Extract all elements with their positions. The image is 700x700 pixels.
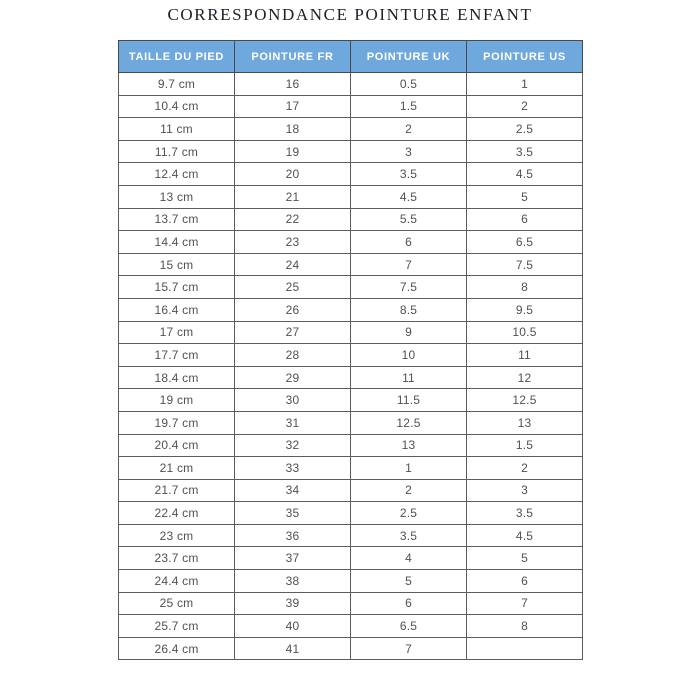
table-cell: 21.7 cm (119, 479, 235, 502)
table-cell: 6 (351, 231, 467, 254)
table-cell: 4.5 (351, 185, 467, 208)
table-cell: 5.5 (351, 208, 467, 231)
table-cell: 13.7 cm (119, 208, 235, 231)
table-cell: 7.5 (467, 253, 583, 276)
table-cell: 11.5 (351, 389, 467, 412)
table-cell: 24 (235, 253, 351, 276)
table-cell: 4.5 (467, 163, 583, 186)
table-cell: 36 (235, 524, 351, 547)
table-cell: 25 (235, 276, 351, 299)
table-cell: 38 (235, 570, 351, 593)
table-cell: 3.5 (467, 502, 583, 525)
table-row (119, 457, 583, 480)
table-cell: 6.5 (351, 615, 467, 638)
table-cell: 17 (235, 95, 351, 118)
table-row (119, 73, 583, 96)
table-row (119, 615, 583, 638)
column-header: POINTURE FR (235, 41, 351, 73)
table-cell: 30 (235, 389, 351, 412)
table-cell: 31 (235, 411, 351, 434)
table-cell: 4 (351, 547, 467, 570)
table-cell: 8.5 (351, 298, 467, 321)
table-cell: 16 (235, 73, 351, 96)
table-cell: 13 (351, 434, 467, 457)
table-cell: 17.7 cm (119, 344, 235, 367)
table-cell: 8 (467, 615, 583, 638)
table-cell: 7 (351, 253, 467, 276)
table-cell: 33 (235, 457, 351, 480)
table-row (119, 321, 583, 344)
table-cell: 20 (235, 163, 351, 186)
table-cell: 10.5 (467, 321, 583, 344)
table-cell: 18.4 cm (119, 366, 235, 389)
table-row (119, 231, 583, 254)
table-row (119, 298, 583, 321)
table-cell: 14.4 cm (119, 231, 235, 254)
table-cell: 12.4 cm (119, 163, 235, 186)
table-cell: 2 (351, 479, 467, 502)
table-cell: 26 (235, 298, 351, 321)
table-row (119, 434, 583, 457)
table-cell: 11.7 cm (119, 140, 235, 163)
column-header: TAILLE DU PIED (119, 41, 235, 73)
table-cell: 15 cm (119, 253, 235, 276)
table-row (119, 253, 583, 276)
table-head (119, 41, 583, 73)
table-cell: 9 (351, 321, 467, 344)
table-cell: 29 (235, 366, 351, 389)
size-correspondence-table (118, 40, 583, 660)
table-cell: 1 (351, 457, 467, 480)
table-cell: 20.4 cm (119, 434, 235, 457)
table-cell: 5 (467, 547, 583, 570)
page-title: CORRESPONDANCE POINTURE ENFANT (167, 5, 533, 24)
table-cell: 7 (467, 592, 583, 615)
table-cell: 24.4 cm (119, 570, 235, 593)
table-row (119, 547, 583, 570)
table-row (119, 95, 583, 118)
table-cell: 23 (235, 231, 351, 254)
table-row (119, 344, 583, 367)
table-cell: 22 (235, 208, 351, 231)
table-cell: 4.5 (467, 524, 583, 547)
table-row (119, 208, 583, 231)
table-cell: 40 (235, 615, 351, 638)
table-cell: 2.5 (351, 502, 467, 525)
table-cell: 11 (467, 344, 583, 367)
table-header-row (119, 41, 583, 73)
table-cell: 19.7 cm (119, 411, 235, 434)
table-cell: 39 (235, 592, 351, 615)
table-row (119, 502, 583, 525)
table-cell: 6.5 (467, 231, 583, 254)
table-cell: 3.5 (351, 163, 467, 186)
table-cell: 18 (235, 118, 351, 141)
table-cell: 11 (351, 366, 467, 389)
table-cell: 3 (351, 140, 467, 163)
table-cell: 21 cm (119, 457, 235, 480)
table-row (119, 163, 583, 186)
table-row (119, 276, 583, 299)
table-cell: 2.5 (467, 118, 583, 141)
table-cell (467, 637, 583, 660)
table-cell: 6 (351, 592, 467, 615)
table-row (119, 140, 583, 163)
table-cell: 41 (235, 637, 351, 660)
table-cell: 3.5 (351, 524, 467, 547)
table-cell: 26.4 cm (119, 637, 235, 660)
table-cell: 5 (467, 185, 583, 208)
table-cell: 2 (351, 118, 467, 141)
table-cell: 1.5 (467, 434, 583, 457)
table-cell: 19 (235, 140, 351, 163)
table-row (119, 524, 583, 547)
table-row (119, 185, 583, 208)
table-cell: 15.7 cm (119, 276, 235, 299)
table-row (119, 366, 583, 389)
table-row (119, 637, 583, 660)
table-row (119, 570, 583, 593)
table-cell: 13 (467, 411, 583, 434)
table-cell: 6 (467, 570, 583, 593)
table-cell: 2 (467, 457, 583, 480)
table-row (119, 389, 583, 412)
table-cell: 32 (235, 434, 351, 457)
table-cell: 2 (467, 95, 583, 118)
table-cell: 16.4 cm (119, 298, 235, 321)
table-cell: 9.5 (467, 298, 583, 321)
table-body (119, 73, 583, 660)
table-cell: 37 (235, 547, 351, 570)
table-cell: 3 (467, 479, 583, 502)
table-cell: 25.7 cm (119, 615, 235, 638)
table-cell: 12 (467, 366, 583, 389)
table-cell: 12.5 (467, 389, 583, 412)
table-row (119, 592, 583, 615)
table-cell: 17 cm (119, 321, 235, 344)
table-cell: 0.5 (351, 73, 467, 96)
table-cell: 1 (467, 73, 583, 96)
table-cell: 28 (235, 344, 351, 367)
table-cell: 21 (235, 185, 351, 208)
column-header: POINTURE US (467, 41, 583, 73)
column-header: POINTURE UK (351, 41, 467, 73)
table-cell: 25 cm (119, 592, 235, 615)
table-cell: 23.7 cm (119, 547, 235, 570)
table-cell: 8 (467, 276, 583, 299)
table-cell: 19 cm (119, 389, 235, 412)
table-cell: 11 cm (119, 118, 235, 141)
table-row (119, 479, 583, 502)
table-cell: 7 (351, 637, 467, 660)
table-cell: 7.5 (351, 276, 467, 299)
table-cell: 1.5 (351, 95, 467, 118)
table-row (119, 118, 583, 141)
table-row (119, 411, 583, 434)
table-cell: 10.4 cm (119, 95, 235, 118)
table-cell: 27 (235, 321, 351, 344)
table-cell: 9.7 cm (119, 73, 235, 96)
table-cell: 12.5 (351, 411, 467, 434)
table-cell: 13 cm (119, 185, 235, 208)
table-cell: 35 (235, 502, 351, 525)
table-cell: 22.4 cm (119, 502, 235, 525)
table-cell: 5 (351, 570, 467, 593)
table-cell: 34 (235, 479, 351, 502)
table-cell: 6 (467, 208, 583, 231)
table-cell: 10 (351, 344, 467, 367)
table-cell: 23 cm (119, 524, 235, 547)
table-cell: 3.5 (467, 140, 583, 163)
